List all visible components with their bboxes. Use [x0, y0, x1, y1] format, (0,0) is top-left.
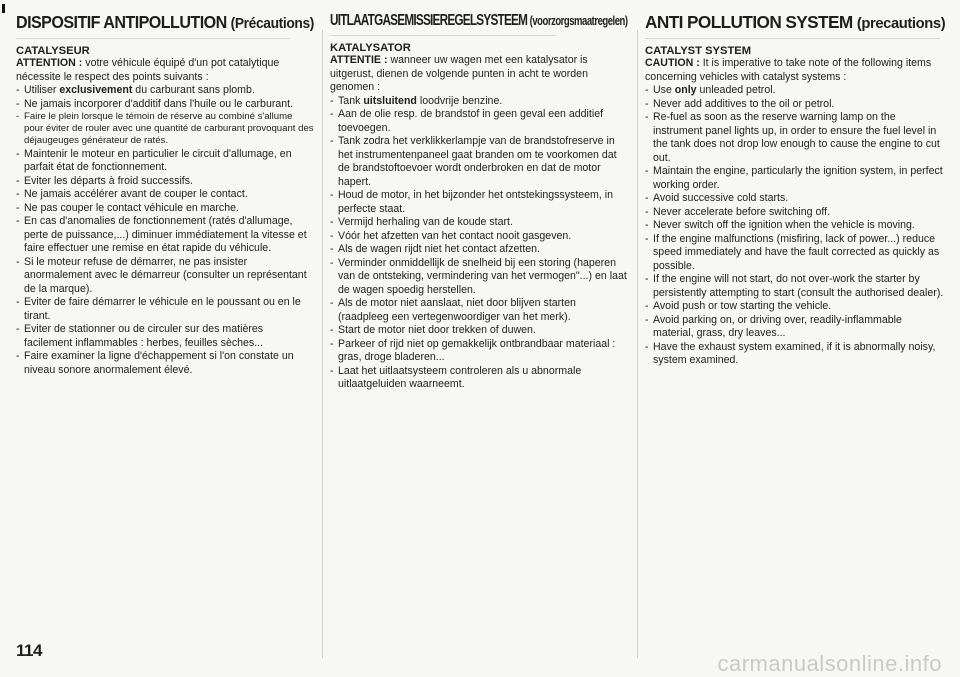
list-item-text: Use: [653, 84, 675, 96]
list-item: [330, 243, 628, 257]
column-title: [645, 12, 946, 39]
list-item-text: Si le moteur refuse de démarrer, ne pas insister anormalement avec le démarreur (consulter un représentant de la marque).: [24, 255, 307, 295]
intro-paragraph: [330, 54, 628, 95]
page-corner-mark: [2, 4, 5, 13]
list-item: [645, 219, 945, 233]
list-item-text: Faire le plein lorsque le témoin de réserve au combiné s'allume pour éviter de rouler avec une quantité de carburant provoquant des déjaugeuges générateur de ratés.: [24, 111, 314, 147]
intro-text: votre véhicule équipé d'un pot catalytique nécessite le respect des points suivants :: [16, 57, 280, 83]
list-item-text: Tank zodra het verklikkerlampje van de brandstofreserve in het instrumentenpaneel gaat branden om te voorkomen dat de brandstoftoevoer wordt onderbroken en dat de motor hapert.: [338, 135, 617, 188]
list-item-text: Aan de olie resp. de brandstof in geen geval een additief toevoegen.: [338, 108, 604, 134]
list-item: [645, 233, 945, 274]
list-item: [16, 296, 314, 323]
list-item-emphasis: exclusivement: [59, 84, 133, 96]
list-item-text: Ne jamais accélérer avant de couper le contact.: [24, 188, 248, 201]
list-item: [330, 230, 628, 244]
list-item-text: Have the exhaust system examined, if it is abnormally noisy, system examined.: [653, 340, 936, 366]
list-item-text: Als de wagen rijdt niet het contact afzetten.: [338, 243, 540, 255]
list-item-text: Eviter les départs à froid successifs.: [24, 174, 193, 187]
list-item: [330, 216, 628, 230]
list-item: [645, 98, 945, 112]
list-item-text: If the engine will not start, do not over-work the starter by persistently attempting to start (consult the authorised dealer).: [653, 273, 944, 299]
list-item-text: Als de motor niet aanslaat, niet door blijven starten (raadpleeg een vertegenwoordiger van het merk).: [338, 297, 576, 323]
intro-text: It is imperative to take note of the following items concerning vehicles with catalyst systems :: [645, 57, 932, 83]
intro-paragraph: [16, 57, 314, 84]
list-item: [16, 256, 314, 297]
list-item: [645, 192, 945, 206]
column-title-qualifier: (Précautions): [230, 15, 314, 32]
list-item: [16, 175, 314, 189]
list-item-text: Eviter de stationner ou de circuler sur des matières facilement inflammables : herbes, feuilles sèches...: [24, 323, 264, 349]
column-title-qualifier: (voorzorgsmaatregelen): [529, 14, 628, 28]
column-english: [645, 12, 945, 368]
list-item: [16, 323, 314, 350]
list-item: [16, 148, 314, 175]
caution-label: CAUTION :: [645, 57, 700, 69]
list-item-text: Maintenir le moteur en particulier le circuit d'allumage, en parfait état de fonctionnement.: [24, 147, 292, 174]
list-item: [16, 98, 314, 112]
list-item: [16, 111, 314, 148]
list-item: [16, 188, 314, 202]
caution-label: ATTENTIE :: [330, 54, 388, 66]
list-item-text: Eviter de faire démarrer le véhicule en le poussant ou en le tirant.: [24, 296, 301, 322]
list-item-text: Re-fuel as soon as the reserve warning lamp on the instrument panel lights up, in order to ensure the fuel level in the tank does not drop low enough to cause the engine to cut out.: [653, 111, 940, 164]
list-item: [645, 206, 945, 220]
list-item-text: loodvrije benzine.: [416, 94, 503, 107]
list-item-text: du carburant sans plomb.: [132, 84, 255, 96]
list-item-text: Faire examiner la ligne d'échappement si l'on constate un niveau sonore anormalement élevé.: [24, 350, 294, 376]
list-item: [16, 84, 314, 98]
list-item-text: Never accelerate before switching off.: [653, 205, 831, 218]
column-title-qualifier: (precautions): [856, 15, 946, 32]
column-title-main: DISPOSITIF ANTIPOLLUTION: [16, 12, 227, 32]
list-item-text: Tank: [338, 94, 364, 107]
list-item-text: unleaded petrol.: [696, 84, 776, 96]
list-item: [645, 84, 945, 98]
section-heading: CATALYST SYSTEM: [645, 45, 752, 57]
list-item: [330, 257, 628, 298]
list-item: [330, 95, 628, 109]
list-item-text: Vóór het afzetten van het contact nooit gasgeven.: [338, 229, 572, 242]
intro-text: wanneer uw wagen met een katalysator is uitgerust, dienen de volgende punten in acht te worden genomen :: [330, 54, 588, 93]
column-french: [16, 12, 314, 377]
list-item: [16, 215, 314, 256]
list-item-text: Avoid parking on, or driving over, readily-inflammable material, grass, dry leaves...: [653, 313, 902, 339]
list-item: [645, 314, 945, 341]
column-dutch: [330, 12, 628, 392]
list-item-text: Never add additives to the oil or petrol.: [653, 97, 835, 110]
watermark: carmanualsonline.info: [717, 651, 942, 676]
list-item-text: Utiliser: [24, 84, 60, 96]
list-item: [645, 341, 945, 368]
list-item-text: Maintain the engine, particularly the ignition system, in perfect working order.: [653, 165, 943, 191]
precaution-list: [645, 84, 945, 368]
list-item-emphasis: only: [674, 84, 697, 96]
list-item-text: Verminder onmiddellijk de snelheid bij een storing (haperen van de ontsteking, vermindering van het vermogen"...) en laat de wagen spoedig herstellen.: [338, 256, 627, 296]
list-item: [330, 365, 628, 392]
list-item-text: Ne pas couper le contact véhicule en marche.: [24, 201, 239, 214]
column-title: [16, 12, 314, 39]
list-item: [16, 202, 314, 216]
list-item: [330, 135, 628, 189]
list-item: [16, 350, 314, 377]
list-item: [645, 165, 945, 192]
precaution-list: [330, 95, 628, 392]
list-item: [645, 111, 945, 165]
column-title-main: ANTI POLLUTION SYSTEM: [645, 12, 853, 32]
column-title: [330, 12, 628, 36]
list-item-text: Laat het uitlaatsysteem controleren als u abnormale uitlaatgeluiden waarneemt.: [338, 364, 582, 390]
intro-paragraph: [645, 57, 945, 84]
list-item: [645, 300, 945, 314]
list-item-text: Avoid push or tow starting the vehicle.: [653, 300, 832, 312]
list-item-text: Houd de motor, in het bijzonder het ontstekingssysteem, in perfecte staat.: [338, 189, 614, 215]
list-item-text: Vermijd herhaling van de koude start.: [338, 216, 513, 228]
list-item: [330, 297, 628, 324]
list-item: [330, 108, 628, 135]
list-item-text: Start de motor niet door trekken of duwen.: [338, 324, 536, 336]
list-item-text: En cas d'anomalies de fonctionnement (ratés d'allumage, perte de puissance,...) diminuer immédiatement la vitesse et faire effectuer une remise en état rapide du véhicule.: [24, 215, 307, 255]
column-title-main: UITLAATGASEMISSIEREGELSYSTEEM: [330, 12, 528, 29]
section-heading: CATALYSEUR: [16, 45, 90, 57]
list-item: [645, 273, 945, 300]
list-item-text: Parkeer of rijd niet op gemakkelijk ontbrandbaar materiaal : gras, droge bladeren...: [338, 337, 616, 363]
page-number: 114: [16, 641, 42, 660]
caution-label: ATTENTION :: [16, 57, 83, 69]
list-item: [330, 324, 628, 338]
column-divider: [637, 30, 638, 658]
list-item-text: Avoid successive cold starts.: [653, 192, 789, 204]
list-item: [330, 338, 628, 365]
list-item-text: Ne jamais incorporer d'additif dans l'huile ou le carburant.: [24, 97, 294, 110]
precaution-list: [16, 84, 314, 377]
column-divider: [322, 30, 323, 658]
section-heading: KATALYSATOR: [330, 42, 411, 54]
list-item-text: Never switch off the ignition when the vehicle is moving.: [653, 219, 915, 231]
list-item-emphasis: uitsluitend: [363, 94, 417, 107]
list-item: [330, 189, 628, 216]
list-item-text: If the engine malfunctions (misfiring, lack of power...) reduce speed immediately and have the fault corrected as quickly as possible.: [653, 232, 940, 272]
